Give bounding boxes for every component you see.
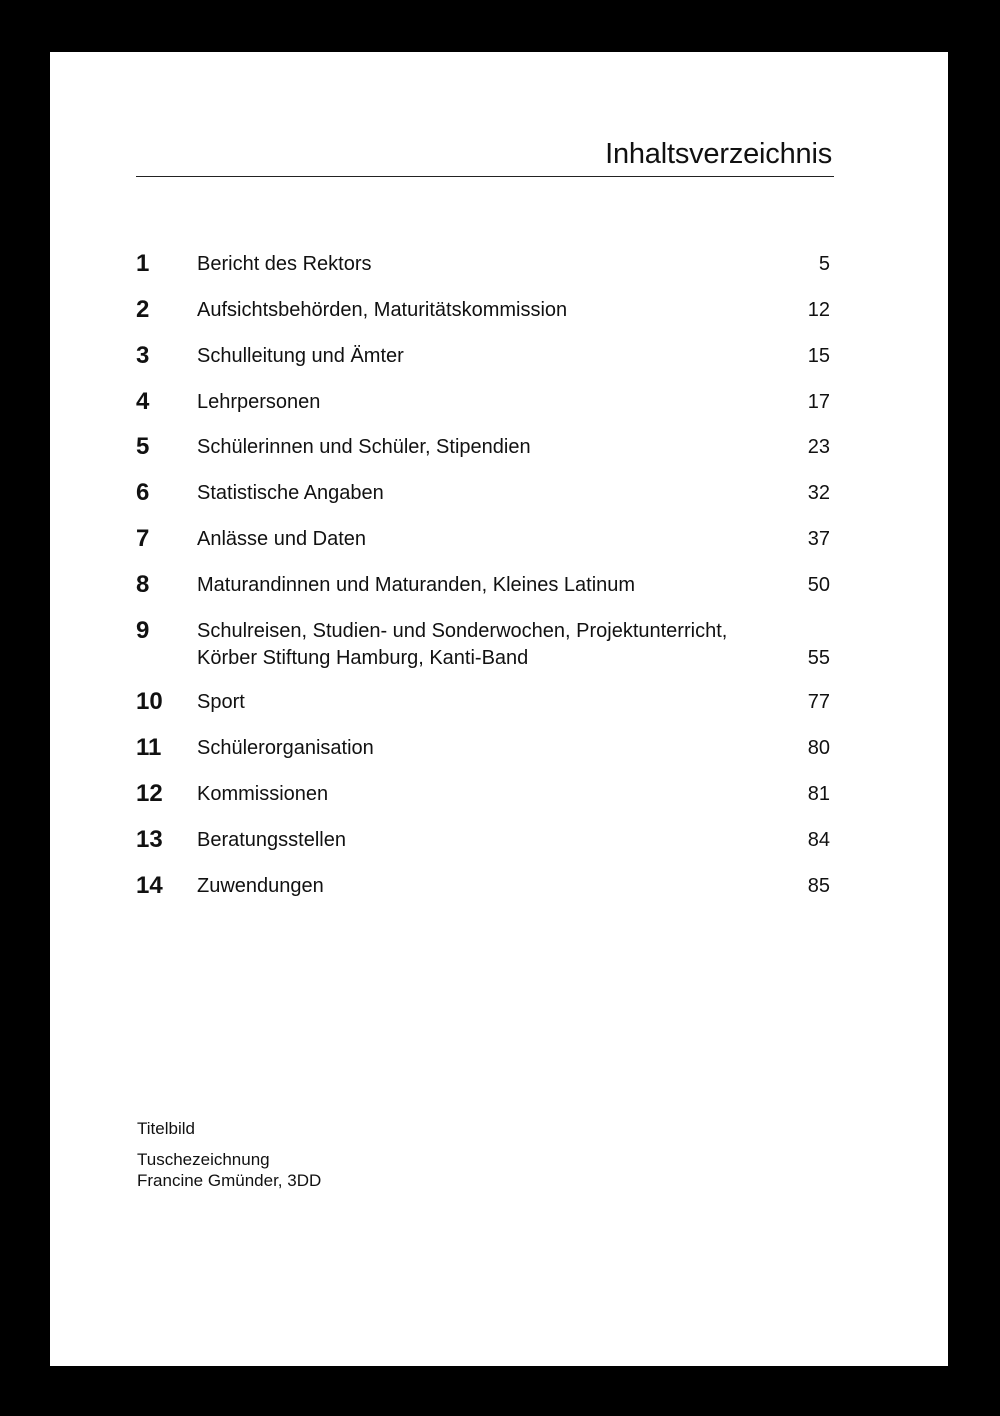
cover-credits [137, 1118, 321, 1191]
toc-entry-page: 50 [807, 574, 830, 596]
toc-entry-label: Schulreisen, Studien- und Sonderwochen, Projektunterricht, [197, 620, 728, 642]
toc-entry-number: 4 [136, 388, 150, 415]
toc-entry-label: Sport [197, 691, 245, 713]
toc-entry-label-continued: Körber Stiftung Hamburg, Kanti-Band [197, 647, 529, 669]
toc-entry-page: 37 [807, 528, 830, 550]
toc-entry-number: 11 [136, 734, 162, 761]
title-underline [136, 176, 834, 177]
credits-artist: Francine Gmünder, 3DD [137, 1171, 322, 1190]
credits-technique: Tuschezeichnung [137, 1150, 270, 1169]
document-page [50, 52, 948, 1366]
toc-entry-label: Maturandinnen und Maturanden, Kleines Latinum [197, 574, 636, 596]
toc-entry-label: Statistische Angaben [197, 482, 384, 504]
toc-entry-label: Beratungsstellen [197, 829, 346, 851]
toc-entry-page: 17 [807, 391, 830, 413]
toc-entry-label: Kommissionen [197, 783, 329, 805]
toc-entry-label: Bericht des Rektors [197, 253, 372, 275]
toc-entry-page: 23 [807, 436, 830, 458]
toc-entry-page: 80 [807, 737, 830, 759]
toc-entry-number: 9 [136, 617, 150, 644]
toc-entry-number: 3 [136, 342, 150, 369]
toc-entry-number: 5 [136, 433, 150, 460]
credits-caption: Titelbild [137, 1119, 195, 1138]
toc-entry-number: 8 [136, 571, 150, 598]
toc-entry-number: 7 [136, 525, 150, 552]
toc-entry-page: 15 [807, 345, 830, 367]
toc-entry-number: 1 [136, 250, 150, 277]
toc-entry-page: 85 [807, 875, 830, 897]
toc-entry-page: 84 [807, 829, 830, 851]
toc-entry-label: Aufsichtsbehörden, Maturitätskommission [197, 299, 568, 321]
toc-entry-label: Lehrpersonen [197, 391, 321, 413]
toc-entry-page: 5 [818, 253, 830, 275]
toc-entry-number: 2 [136, 296, 150, 323]
toc-entry-page: 81 [807, 783, 830, 805]
toc-entry-number: 13 [136, 826, 163, 853]
toc-entry-page: 12 [807, 299, 830, 321]
toc-entry-page: 55 [807, 647, 830, 669]
page-title: Inhaltsverzeichnis [605, 138, 832, 170]
toc-entry-label: Schulleitung und Ämter [197, 345, 404, 367]
toc-entry-label: Schülerinnen und Schüler, Stipendien [197, 436, 531, 458]
toc-entry-label: Anlässe und Daten [197, 528, 367, 550]
toc-entry-page: 32 [807, 482, 830, 504]
toc-entry-number: 12 [136, 780, 163, 807]
toc-entry-label: Zuwendungen [197, 875, 324, 897]
toc-entry-number: 14 [136, 872, 163, 899]
toc-entry-number: 10 [136, 688, 163, 715]
toc-entry-number: 6 [136, 479, 150, 506]
toc-entry-label: Schülerorganisation [197, 737, 374, 759]
toc-entry-page: 77 [807, 691, 830, 713]
